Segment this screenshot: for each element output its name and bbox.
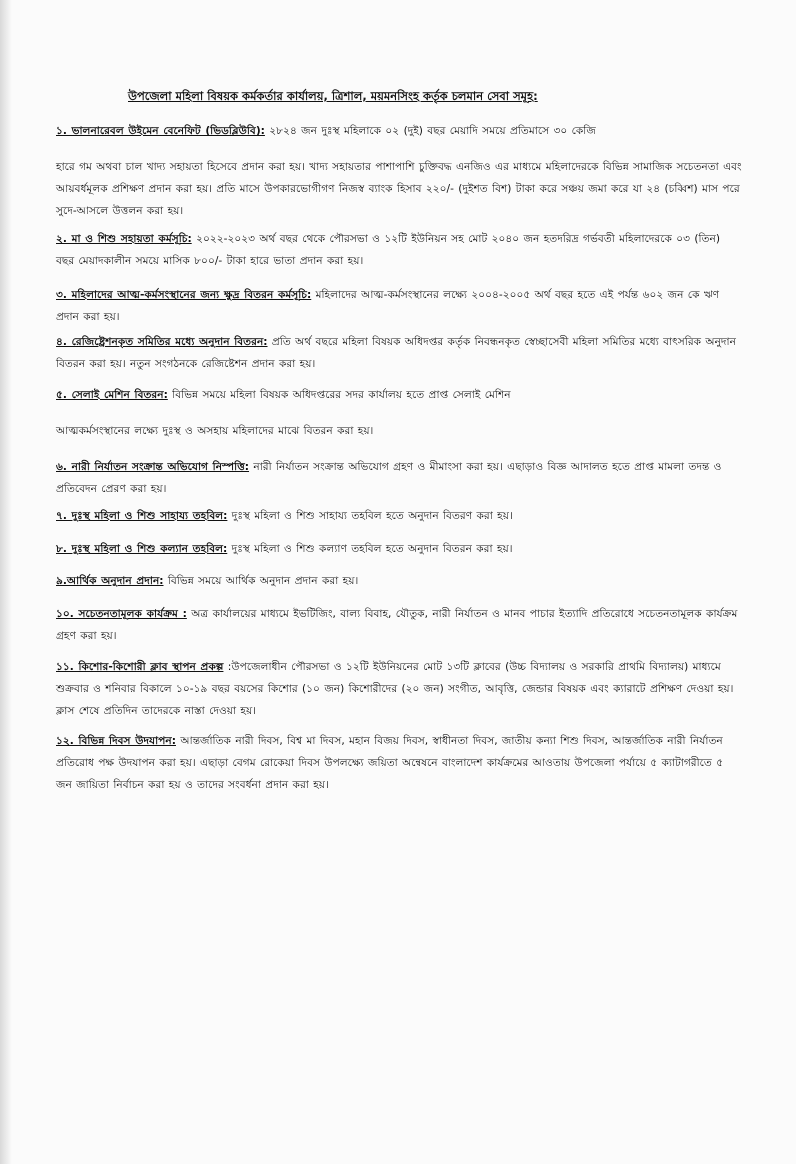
service-item-6	[56, 456, 742, 500]
service-item-2-label: ২. মা ও শিশু সহায়তা কর্মসূচি:	[56, 233, 192, 245]
service-item-9-label: ৯.আর্থিক অনুদান প্রদান:	[56, 575, 164, 587]
service-item-11-label: ১১. কিশোর-কিশোরী ক্লাব স্থাপন প্রকল্প	[56, 661, 224, 673]
service-item-11	[56, 656, 742, 722]
service-item-5-text-cont: আত্মকর্মসংস্থানের লক্ষ্যে দুঃস্থ ও অসহায় মহিলাদের মাঝে বিতরন করা হয়।	[56, 425, 374, 437]
service-item-12	[56, 730, 742, 796]
service-item-1-text-cont: হারে গম অথবা চাল খাদ্য সহায়তা হিসেবে প্রদান করা হয়। খাদ্য সহায়তার পাশাপাশি চুক্তিবদ্ধ এনজিও এর মাধ্যমে মহিলাদেরকে বিভিন্ন সামাজিক সচেতনতা এবং আয়বর্ধমূলক প্রশিক্ষণ প্রদান করা হয়। প্রতি মাসে উপকারভোগীগণ নিজস্ব ব্যাংক হিসাব ২২০/- (দুইশত বিশ) টাকা করে সঞ্চয় জমা করে যা ২৪ (চব্বিশ) মাস পরে সুদে-আসলে উত্তলন করা হয়।	[56, 161, 742, 217]
service-item-4	[56, 331, 742, 375]
service-item-5-text: বিভিন্ন সময়ে মহিলা বিষয়ক অধিদপ্তরের সদর কার্যালয় হতে প্রাপ্ত সেলাই মেশিন	[167, 389, 511, 401]
service-item-12-label: ১২. বিভিন্ন দিবস উদযাপন:	[56, 735, 176, 747]
service-item-10-label: ১০. সচেতনতামূলক কার্যক্রম :	[56, 608, 187, 620]
service-item-9	[56, 570, 742, 592]
service-item-2-text: ২০২২-২০২৩ অর্থ বছর থেকে পৌরসভা ও ১২টি ইউনিয়ন সহ মোট ২০৪০ জন হতদরিদ্র গর্ভবতী মহিলাদেরকে ০৩ (তিন) বছর মেয়াদকালীন সময়ে মাসিক ৮০০/- টাকা হারে ভাতা প্রদান করা হয়।	[56, 233, 720, 267]
service-item-11-text: :উপজেলাধীন পৌরসভা ও ১২টি ইউনিয়নের মোট ১৩টি ক্লাবের (উচ্চ বিদ্যালয় ও সরকারি প্রাথমি বিদ্যালয়) মাধ্যমে শুক্রবার ও শনিবার বিকালে ১০-১৯ বছর বয়সের কিশোর (১০ জন) কিশোরীদের (২০ জন) সংগীত, আবৃত্তি, জেন্ডার বিষয়ক এবং ক্যারাটে প্রশিক্ষণ দেওয়া হয়। ক্লাস শেষে প্রতিদিন তাদেরকে নাস্তা দেওয়া হয়।	[56, 661, 734, 717]
document-heading: উপজেলা মহিলা বিষয়ক কর্মকর্তার কার্যালয়, ত্রিশাল, ময়মনসিংহ কর্তৃক চলমান সেবা সমূহ:	[128, 89, 538, 103]
service-item-8-label: ৮. দুঃস্থ মহিলা ও শিশু কল্যান তহবিল:	[56, 543, 228, 555]
service-item-1-label: ১. ভালনারেবল উইমেন বেনেফিট (ভিডব্লিউবি):	[56, 125, 265, 137]
service-item-5	[56, 384, 742, 442]
service-item-10-text: অত্র কার্যালয়ের মাধ্যমে ইভটিজিং, বাল্য বিবাহ, যৌতুক, নারী নির্যাতন ও মানব পাচার ইত্যাদি প্রতিরোধে সচেতনতামূলক কার্যক্রম গ্রহণ করা হয়।	[56, 608, 738, 642]
service-item-1	[56, 120, 742, 222]
service-item-3-label: ৩. মহিলাদের আত্ম-কর্মসংস্থানের জন্য ক্ষুদ্র বিতরন কর্মসূচি:	[56, 289, 312, 301]
service-item-10	[56, 603, 742, 647]
service-item-4-text: প্রতি অর্থ বছরে মহিলা বিষয়ক অধিদপ্তর কর্তৃক নিবন্ধনকৃত স্বেচ্ছাসেবী মহিলা সমিতির মধ্যে বাৎসরিক অনুদান বিতরন করা হয়। নতুন সংগঠনকে রেজিষ্টেশন প্রদান করা হয়।	[56, 336, 736, 370]
service-item-7-label: ৭. দুঃস্থ মহিলা ও শিশু সাহায্য তহবিল:	[56, 510, 228, 522]
service-item-3-text: মহিলাদের আত্ম-কর্মসংস্থানের লক্ষ্যে ২০০৪-২০০৫ অর্থ বছর হতে এই পর্যন্ত ৬০২ জন কে ঋণ প্রদান করা হয়।	[56, 289, 720, 323]
service-item-1-text: ২৮২৪ জন দুঃস্থ মহিলাকে ০২ (দুই) বছর মেয়াদি সময়ে প্রতিমাসে ৩০ কেজি	[264, 125, 596, 137]
service-item-8	[56, 538, 742, 560]
service-item-9-text: বিভিন্ন সময়ে আর্থিক অনুদান প্রদান করা হয়।	[163, 575, 359, 587]
service-item-12-text: আন্তর্জাতিক নারী দিবস, বিশ্ব মা দিবস, মহান বিজয় দিবস, স্বাধীনতা দিবস, জাতীয় কন্যা শিশু দিবস, আন্তর্জাতিক নারী নির্যাতন প্রতিরোধ পক্ষ উদযাপন করা হয়। এছাড়া বেগম রোকেয়া দিবস উপলক্ষ্যে জয়িতা অন্বেষনে বাংলাদেশ কার্যক্রমের আওতায় উপজেলা পর্যায়ে ৫ ক্যাটাগরীতে ৫ জন জায়িতা নির্বাচন করা হয় ও তাদের সংবর্ধনা প্রদান করা হয়।	[56, 735, 724, 791]
service-item-2	[56, 228, 742, 272]
service-item-4-label: ৪. রেজিষ্ট্রেশনকৃত সমিতির মধ্যে অনুদান বিতরন:	[56, 336, 268, 348]
service-item-8-text: দুঃস্থ মহিলা ও শিশু কল্যাণ তহবিল হতে অনুদান বিতরন করা হয়।	[227, 543, 513, 555]
service-item-6-label: ৬. নারী নির্যাতন সংক্রান্ত অভিযোগ নিস্পত্তি:	[56, 461, 250, 473]
service-item-3	[56, 284, 742, 328]
service-item-6-text: নারী নির্যাতন সংক্রান্ত অভিযোগ গ্রহণ ও মীমাংসা করা হয়। এছাড়াও বিজ্ঞ আদালত হতে প্রাপ্ত মামলা তদন্ত ও প্রতিবেদন প্রেরণ করা হয়।	[56, 461, 722, 495]
service-item-7	[56, 505, 742, 527]
service-item-5-label: ৫. সেলাই মেশিন বিতরন:	[56, 389, 168, 401]
scan-edge-shadow	[0, 0, 12, 1164]
service-item-7-text: দুঃস্থ মহিলা ও শিশু সাহায্য তহবিল হতে অনুদান বিতরণ করা হয়।	[227, 510, 513, 522]
